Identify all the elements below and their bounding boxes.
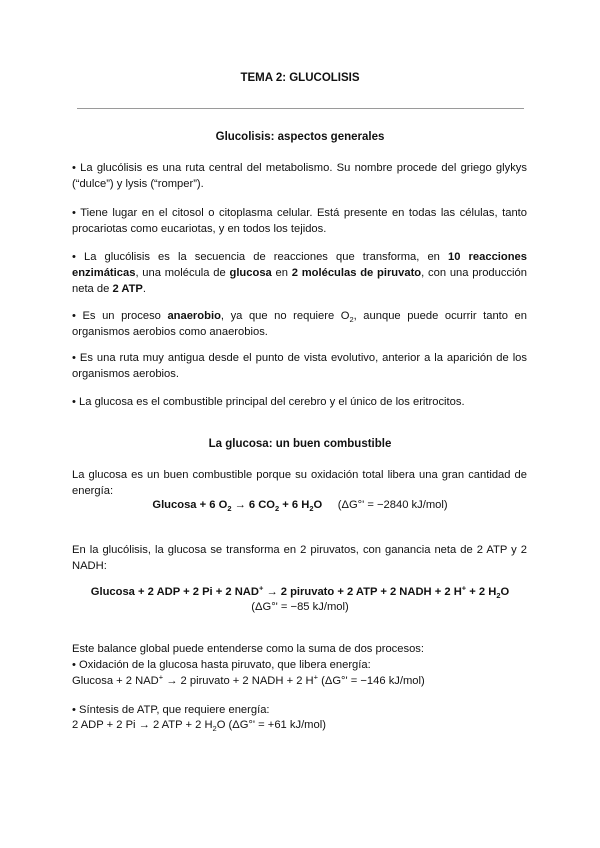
bullet-antigua: • Es una ruta muy antigua desde el punto de vista evolutivo, anterior a la aparición de los organismos aerobios.: [72, 352, 527, 380]
bullet-sintesis-atp: • Síntesis de ATP, que requiere energía:: [72, 704, 270, 716]
equation-oxidacion-piruvato: Glucosa + 2 NAD+ → 2 piruvato + 2 NADH + 2 H+ (ΔG°' = −146 kJ/mol): [72, 672, 425, 687]
horizontal-rule: [77, 108, 524, 109]
intro-paragraph: La glucosa es un buen combustible porque su oxidación total libera una gran cantidad de energía:: [72, 469, 527, 497]
document-title: TEMA 2: GLUCOLISIS: [240, 72, 360, 84]
bullet-combustible-cerebro: • La glucosa es el combustible principal del cerebro y el único de los eritrocitos.: [72, 396, 465, 408]
glucolisis-paragraph: En la glucólisis, la glucosa se transforma en 2 piruvatos, con ganancia neta de 2 ATP y 2 NADH:: [72, 544, 527, 572]
bullet-anaerobio: • Es un proceso anaerobio, ya que no requiere $O_2$, aunque puede ocurrir tanto en organismos aerobios como anaerobios.: [72, 310, 527, 338]
balance-paragraph: Este balance global puede entenderse como la suma de dos procesos:: [72, 643, 425, 655]
bullet-ruta-central: • La glucólisis es una ruta central del metabolismo. Su nombre procede del griego glykys (“dulce”) y lysis (“romper”).: [72, 162, 527, 190]
equation-sintesis-atp: 2 ADP + 2 Pi → 2 ATP + 2 $H_2O$ (ΔG°' = +61 kJ/mol): [72, 719, 326, 734]
section-heading-combustible: La glucosa: un buen combustible: [208, 438, 392, 450]
equation-oxidacion-total: Glucosa + 6 $O_2 \to 6$ $CO_2 + 6$ $H_2O$ (ΔG°' = −2840 kJ/mol): [152, 499, 448, 514]
bullet-citosol: • Tiene lugar en el citosol o citoplasma celular. Está presente en todas las células, tanto procariotas como eucariotas, y en todos los tejidos.: [72, 207, 527, 235]
bullet-oxidacion: • Oxidación de la glucosa hasta piruvato, que libera energía:: [72, 659, 371, 671]
equation-glucolisis-dg: (ΔG°' = −85 kJ/mol): [251, 601, 349, 613]
bullet-secuencia: • La glucólisis es la secuencia de reacciones que transforma, en 10 reacciones enzimáticas, una molécula de glucosa en 2 moléculas de piruvato, con una producción neta de 2 ATP.: [72, 251, 528, 295]
section-heading-general: Glucolisis: aspectos generales: [215, 131, 385, 143]
equation-glucolisis: Glucosa + 2 ADP + 2 Pi + 2 NAD+ → 2 piruvato + 2 ATP + 2 NADH + 2 H+ + 2 $H_2O$: [90, 583, 510, 601]
